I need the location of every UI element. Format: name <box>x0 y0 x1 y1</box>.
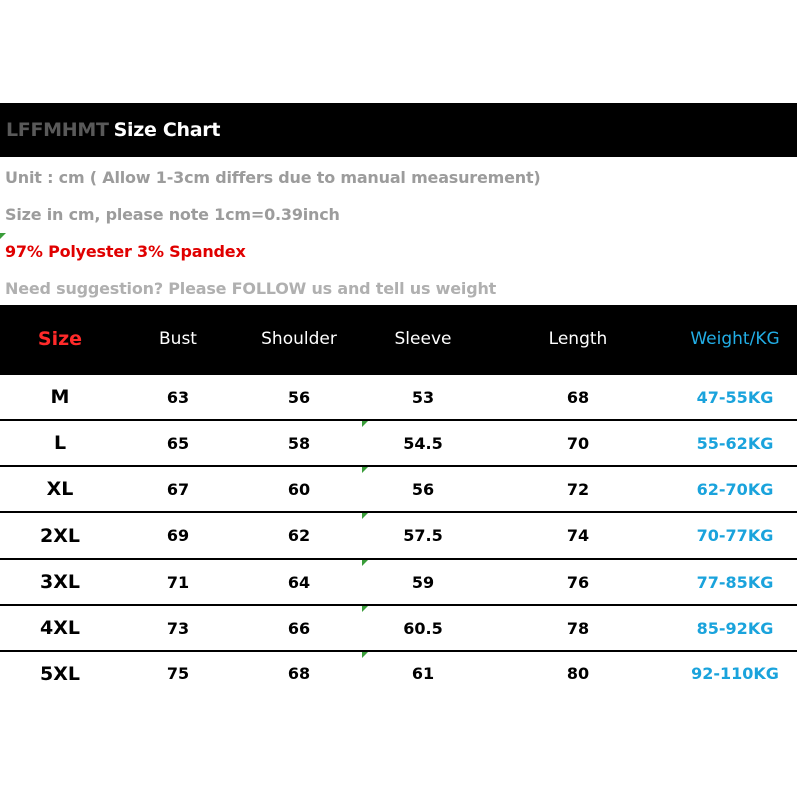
corner-mark <box>362 606 368 612</box>
brand-name: LFFMHMT <box>6 119 109 141</box>
cell-shoulder: 58 <box>287 433 311 453</box>
cell-bust: 67 <box>166 479 190 499</box>
corner-mark <box>0 233 6 239</box>
cell-sleeve: 53 <box>411 387 435 407</box>
cell-shoulder: 64 <box>287 572 311 592</box>
chart-title: Size Chart <box>113 119 221 141</box>
cell-weight: 85-92KG <box>696 618 774 638</box>
cell-weight: 77-85KG <box>696 572 774 592</box>
header-sleeve: Sleeve <box>394 329 452 349</box>
cell-length: 68 <box>566 387 590 407</box>
title-bar <box>0 103 797 157</box>
cell-weight: 47-55KG <box>696 387 774 407</box>
cell-bust: 65 <box>166 433 190 453</box>
cell-shoulder: 60 <box>287 479 311 499</box>
cell-sleeve: 54.5 <box>403 433 443 453</box>
cell-size: L <box>53 432 67 454</box>
header-weight: Weight/KG <box>690 329 780 349</box>
cell-shoulder: 68 <box>287 664 311 683</box>
cell-sleeve: 61 <box>411 664 435 683</box>
size-chart <box>0 103 797 695</box>
table-row <box>0 465 797 511</box>
header-length: Length <box>548 329 608 349</box>
table-row <box>0 373 797 419</box>
cell-bust: 63 <box>166 387 190 407</box>
table-row <box>0 650 797 695</box>
table-header <box>0 305 797 373</box>
cell-bust: 75 <box>166 664 190 683</box>
material-note: 97% Polyester 3% Spandex <box>5 242 246 261</box>
corner-mark <box>362 421 368 427</box>
header-size: Size <box>37 328 83 350</box>
cell-weight: 70-77KG <box>696 526 774 545</box>
cell-length: 74 <box>566 526 590 545</box>
cell-size: 4XL <box>40 617 80 639</box>
table-row <box>0 558 797 604</box>
cell-length: 72 <box>566 479 590 499</box>
corner-mark <box>362 560 368 566</box>
corner-mark <box>362 652 368 658</box>
header-bust: Bust <box>159 329 197 349</box>
cell-size: M <box>50 386 70 408</box>
cell-length: 78 <box>566 618 590 638</box>
cell-weight: 92-110KG <box>691 664 779 683</box>
cell-length: 76 <box>566 572 590 592</box>
cell-bust: 71 <box>166 572 190 592</box>
cell-bust: 73 <box>166 618 190 638</box>
table-row <box>0 419 797 465</box>
cell-weight: 62-70KG <box>696 479 774 499</box>
unit-note: Unit : cm ( Allow 1-3cm differs due to manual measurement) <box>5 168 541 187</box>
cell-sleeve: 60.5 <box>403 618 443 638</box>
table-row <box>0 604 797 650</box>
cell-size: XL <box>46 478 74 500</box>
cell-shoulder: 62 <box>287 526 311 545</box>
suggestion-note: Need suggestion? Please FOLLOW us and tell us weight <box>5 279 497 298</box>
cell-size: 5XL <box>40 662 80 685</box>
cell-length: 70 <box>566 433 590 453</box>
cell-size: 3XL <box>40 571 80 593</box>
cell-sleeve: 56 <box>411 479 435 499</box>
notes-section <box>0 157 797 305</box>
cell-sleeve: 57.5 <box>403 526 443 545</box>
cell-bust: 69 <box>166 526 190 545</box>
conversion-note: Size in cm, please note 1cm=0.39inch <box>5 205 340 224</box>
header-shoulder: Shoulder <box>261 329 337 349</box>
cell-sleeve: 59 <box>411 572 435 592</box>
cell-weight: 55-62KG <box>696 433 774 453</box>
cell-shoulder: 66 <box>287 618 311 638</box>
cell-length: 80 <box>566 664 590 683</box>
cell-size: 2XL <box>40 524 80 547</box>
corner-mark <box>362 513 368 519</box>
table-row <box>0 511 797 558</box>
corner-mark <box>362 467 368 473</box>
cell-shoulder: 56 <box>287 387 311 407</box>
